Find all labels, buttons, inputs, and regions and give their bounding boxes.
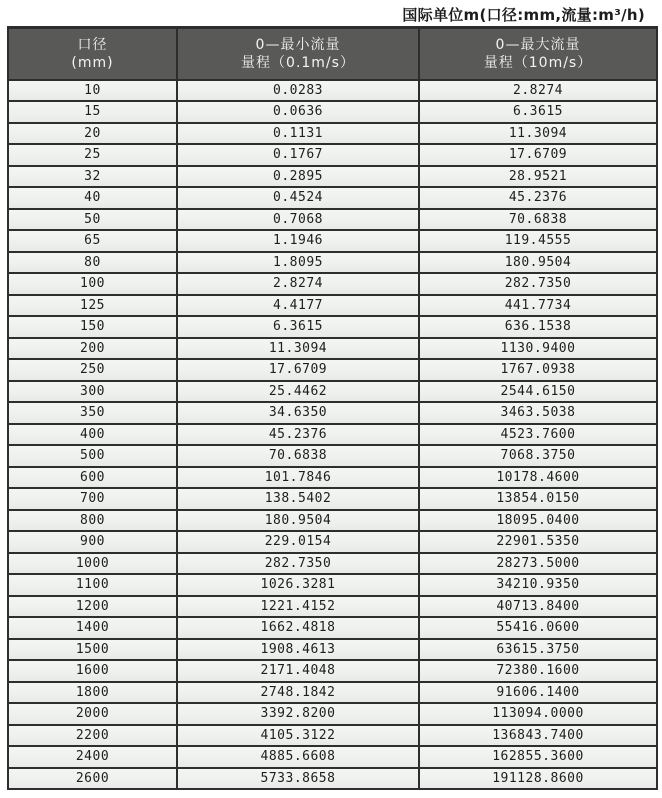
min-flow-cell: 2.8274 <box>177 273 419 295</box>
min-flow-cell: 0.1767 <box>177 144 419 166</box>
diameter-cell: 300 <box>8 381 177 403</box>
diameter-cell: 150 <box>8 316 177 338</box>
table-row <box>8 338 657 360</box>
max-flow-cell: 119.4555 <box>419 230 657 252</box>
header-diameter-line1: 口径 <box>77 37 108 53</box>
min-flow-cell: 1.8095 <box>177 252 419 274</box>
table-row <box>8 617 657 639</box>
diameter-cell: 900 <box>8 531 177 553</box>
diameter-cell: 600 <box>8 467 177 489</box>
max-flow-cell: 28273.5000 <box>419 553 657 575</box>
max-flow-cell: 113094.0000 <box>419 703 657 725</box>
diameter-cell: 2600 <box>8 768 177 790</box>
diameter-cell: 800 <box>8 510 177 532</box>
diameter-cell: 500 <box>8 445 177 467</box>
min-flow-cell: 25.4462 <box>177 381 419 403</box>
diameter-cell: 250 <box>8 359 177 381</box>
max-flow-cell: 2.8274 <box>419 80 657 102</box>
table-row <box>8 768 657 790</box>
table-row <box>8 166 657 188</box>
min-flow-cell: 0.0636 <box>177 101 419 123</box>
max-flow-cell: 282.7350 <box>419 273 657 295</box>
min-flow-cell: 0.2895 <box>177 166 419 188</box>
min-flow-cell: 180.9504 <box>177 510 419 532</box>
diameter-cell: 10 <box>8 80 177 102</box>
table-row <box>8 187 657 209</box>
max-flow-cell: 10178.4600 <box>419 467 657 489</box>
min-flow-cell: 6.3615 <box>177 316 419 338</box>
diameter-cell: 1000 <box>8 553 177 575</box>
table-row <box>8 424 657 446</box>
max-flow-cell: 18095.0400 <box>419 510 657 532</box>
max-flow-cell: 40713.8400 <box>419 596 657 618</box>
diameter-cell: 1500 <box>8 639 177 661</box>
max-flow-cell: 6.3615 <box>419 101 657 123</box>
max-flow-cell: 136843.7400 <box>419 725 657 747</box>
max-flow-cell: 55416.0600 <box>419 617 657 639</box>
header-max-flow-line1: 0—最大流量 <box>495 37 581 53</box>
header-min-flow-line1: 0—最小流量 <box>255 37 341 53</box>
min-flow-cell: 282.7350 <box>177 553 419 575</box>
header-min-flow-line2: 量程（0.1m/s） <box>241 55 355 72</box>
table-row <box>8 467 657 489</box>
table-row <box>8 703 657 725</box>
max-flow-cell: 1767.0938 <box>419 359 657 381</box>
max-flow-cell: 441.7734 <box>419 295 657 317</box>
table-row <box>8 746 657 768</box>
max-flow-cell: 70.6838 <box>419 209 657 231</box>
header-row <box>8 28 657 80</box>
table-row <box>8 273 657 295</box>
table-row <box>8 660 657 682</box>
diameter-cell: 65 <box>8 230 177 252</box>
table-row <box>8 381 657 403</box>
min-flow-cell: 101.7846 <box>177 467 419 489</box>
min-flow-cell: 1662.4818 <box>177 617 419 639</box>
table-row <box>8 531 657 553</box>
diameter-cell: 1200 <box>8 596 177 618</box>
max-flow-cell: 7068.3750 <box>419 445 657 467</box>
table-row <box>8 510 657 532</box>
max-flow-cell: 17.6709 <box>419 144 657 166</box>
min-flow-cell: 4885.6608 <box>177 746 419 768</box>
diameter-cell: 2400 <box>8 746 177 768</box>
min-flow-cell: 3392.8200 <box>177 703 419 725</box>
header-cell-max-flow <box>419 28 657 80</box>
table-row <box>8 725 657 747</box>
table-row <box>8 295 657 317</box>
table-row <box>8 682 657 704</box>
max-flow-cell: 45.2376 <box>419 187 657 209</box>
min-flow-cell: 0.7068 <box>177 209 419 231</box>
header-diameter-line2: (mm) <box>71 55 114 72</box>
diameter-cell: 200 <box>8 338 177 360</box>
max-flow-cell: 3463.5038 <box>419 402 657 424</box>
max-flow-cell: 13854.0150 <box>419 488 657 510</box>
max-flow-cell: 636.1538 <box>419 316 657 338</box>
diameter-cell: 40 <box>8 187 177 209</box>
diameter-cell: 1600 <box>8 660 177 682</box>
table-row <box>8 252 657 274</box>
max-flow-cell: 191128.8600 <box>419 768 657 790</box>
min-flow-cell: 229.0154 <box>177 531 419 553</box>
max-flow-cell: 180.9504 <box>419 252 657 274</box>
diameter-cell: 20 <box>8 123 177 145</box>
min-flow-cell: 45.2376 <box>177 424 419 446</box>
page-title: 国际单位m(口径:mm,流量:m³/h) <box>402 6 645 24</box>
table-row <box>8 402 657 424</box>
diameter-cell: 1400 <box>8 617 177 639</box>
diameter-cell: 25 <box>8 144 177 166</box>
min-flow-cell: 4105.3122 <box>177 725 419 747</box>
max-flow-cell: 162855.3600 <box>419 746 657 768</box>
table-row <box>8 101 657 123</box>
min-flow-cell: 1026.3281 <box>177 574 419 596</box>
table-row <box>8 574 657 596</box>
max-flow-cell: 1130.9400 <box>419 338 657 360</box>
min-flow-cell: 1.1946 <box>177 230 419 252</box>
diameter-cell: 50 <box>8 209 177 231</box>
min-flow-cell: 0.1131 <box>177 123 419 145</box>
min-flow-cell: 4.4177 <box>177 295 419 317</box>
max-flow-cell: 4523.7600 <box>419 424 657 446</box>
min-flow-cell: 11.3094 <box>177 338 419 360</box>
diameter-cell: 700 <box>8 488 177 510</box>
min-flow-cell: 2171.4048 <box>177 660 419 682</box>
table-row <box>8 596 657 618</box>
table-row <box>8 488 657 510</box>
max-flow-cell: 11.3094 <box>419 123 657 145</box>
header-max-flow-line2: 量程（10m/s） <box>483 55 593 72</box>
diameter-cell: 2000 <box>8 703 177 725</box>
header-cell-diameter <box>8 28 177 80</box>
title-bar <box>0 0 662 26</box>
diameter-cell: 80 <box>8 252 177 274</box>
max-flow-cell: 63615.3750 <box>419 639 657 661</box>
diameter-cell: 1100 <box>8 574 177 596</box>
table-row <box>8 230 657 252</box>
table-row <box>8 639 657 661</box>
min-flow-cell: 34.6350 <box>177 402 419 424</box>
table-body <box>8 80 657 790</box>
diameter-cell: 1800 <box>8 682 177 704</box>
table-row <box>8 316 657 338</box>
table-row <box>8 123 657 145</box>
min-flow-cell: 138.5402 <box>177 488 419 510</box>
max-flow-cell: 28.9521 <box>419 166 657 188</box>
min-flow-cell: 0.4524 <box>177 187 419 209</box>
diameter-cell: 100 <box>8 273 177 295</box>
flow-range-table <box>7 26 658 790</box>
table-row <box>8 359 657 381</box>
table-row <box>8 209 657 231</box>
min-flow-cell: 0.0283 <box>177 80 419 102</box>
diameter-cell: 2200 <box>8 725 177 747</box>
diameter-cell: 32 <box>8 166 177 188</box>
diameter-cell: 350 <box>8 402 177 424</box>
min-flow-cell: 2748.1842 <box>177 682 419 704</box>
max-flow-cell: 91606.1400 <box>419 682 657 704</box>
max-flow-cell: 22901.5350 <box>419 531 657 553</box>
diameter-cell: 125 <box>8 295 177 317</box>
min-flow-cell: 1221.4152 <box>177 596 419 618</box>
header-cell-min-flow <box>177 28 419 80</box>
table-row <box>8 445 657 467</box>
table-row <box>8 553 657 575</box>
max-flow-cell: 34210.9350 <box>419 574 657 596</box>
min-flow-cell: 17.6709 <box>177 359 419 381</box>
table-row <box>8 80 657 102</box>
table-row <box>8 144 657 166</box>
min-flow-cell: 5733.8658 <box>177 768 419 790</box>
diameter-cell: 400 <box>8 424 177 446</box>
min-flow-cell: 1908.4613 <box>177 639 419 661</box>
max-flow-cell: 72380.1600 <box>419 660 657 682</box>
min-flow-cell: 70.6838 <box>177 445 419 467</box>
max-flow-cell: 2544.6150 <box>419 381 657 403</box>
diameter-cell: 15 <box>8 101 177 123</box>
